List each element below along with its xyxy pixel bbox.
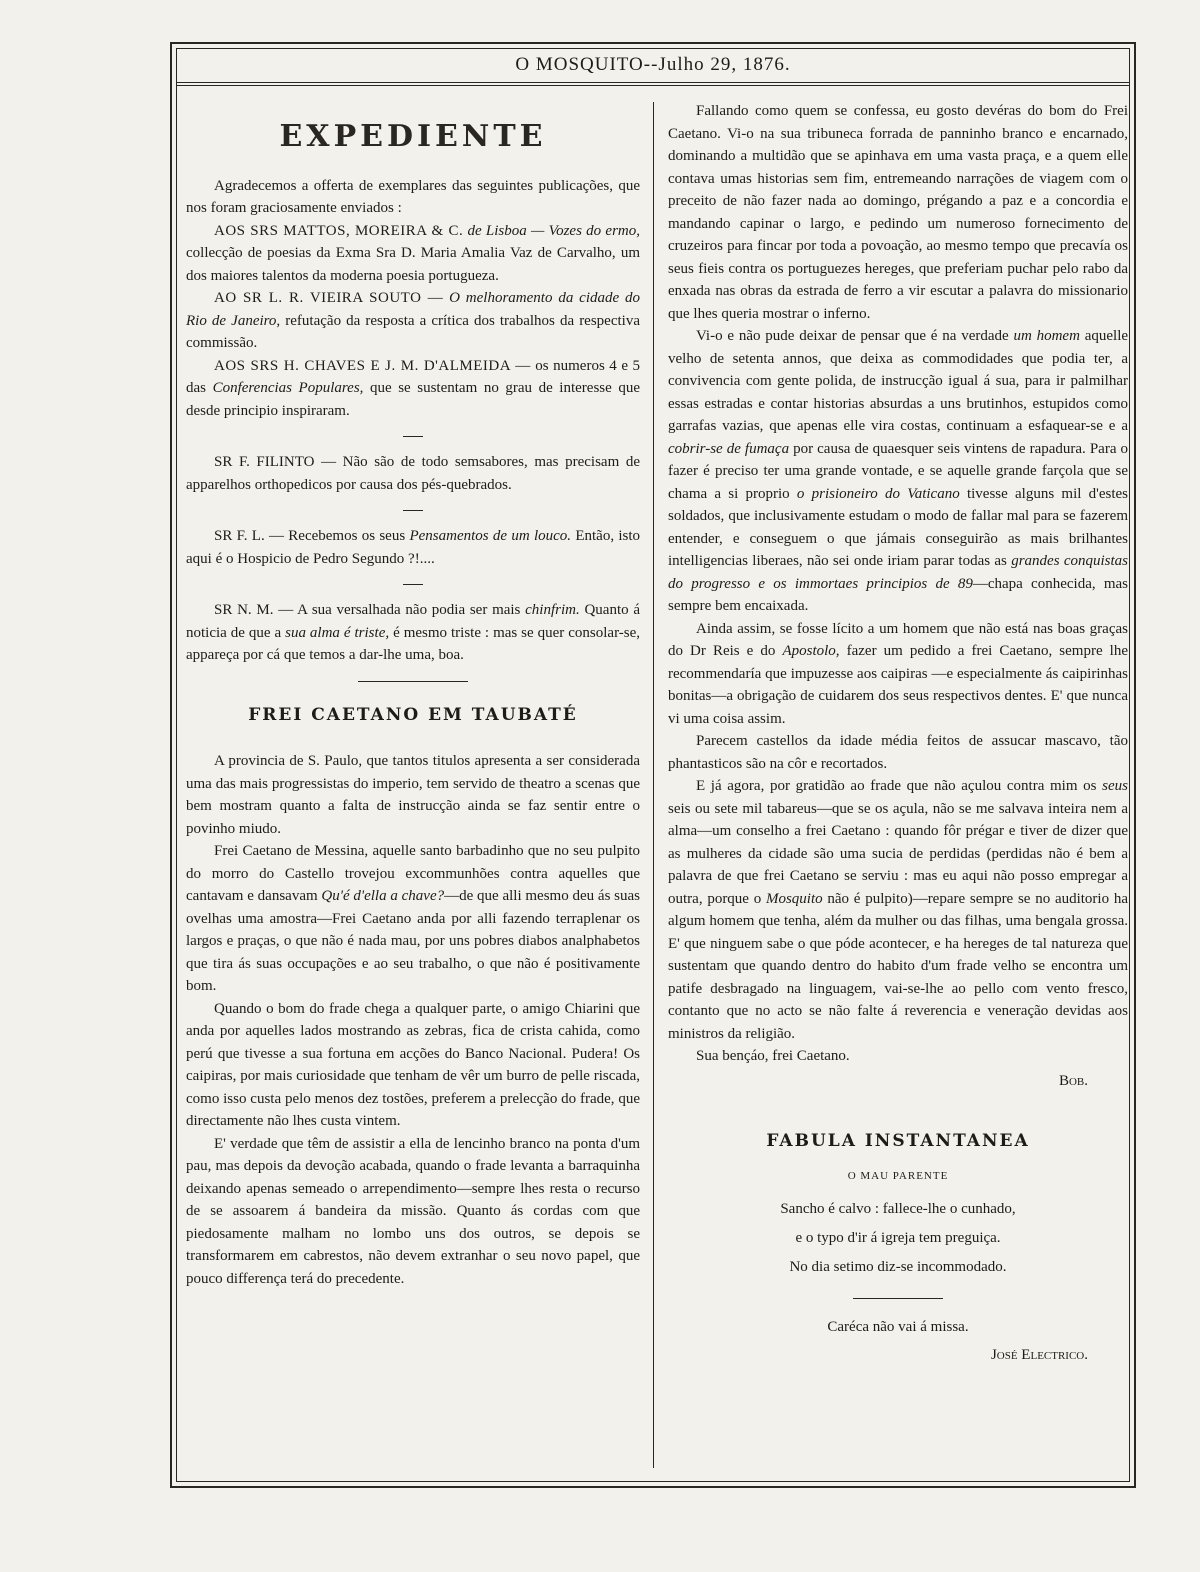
right-para-5-mosquito: Mosquito: [765, 890, 823, 907]
right-para-5: [668, 775, 1128, 1045]
frei-para-4: E' verdade que têm de assistir a ella de lencinho branco na ponta d'um pau, mas depois da devoção acabada, quando o frade levanta a barraquinha deixando apenas semeado o arrependimento—sempre lhes resta o recurso de se assoarem á bandeira da missão. Quanto ás cordas com que piedosamente malham no lombo uns dos outros, se depois se transformarem em cabrestos, não devem extranhar o seu novo papel, que pouco differença terá do precedente.: [186, 1135, 640, 1287]
frei-para-3: Quando o bom do frade chega a qualquer parte, o amigo Chiarini que anda por aquelles lados mostrando as zebras, fica de crista cahida, como perú que tivesse a sua fortuna em acções do Banco Nacional. Pudera! Os caipiras, por mais curiosidade que tenham de vêr um burro de pelle riscada, como isso custa pelo menos dez tostões, preferem a prelecção do frade, que directamente não lhes custa vintem.: [186, 1000, 640, 1129]
column-divider: [653, 102, 654, 1468]
right-para-5-c: não é pulpito)—repare sempre se no auditorio ha algum homem que tenha, além da mulher ou das filhas, uma bengala grossa. E' que ninguem sabe o que póde acontecer, e ha hereges de tal natureza que sustentam que quando dentro do habito d'um frade velho se encontra um patife desbragado na linguagem, vai-se-lhe ao pello com vento fresco, contanto que no acto se não falte á reverencia e veneração devidas aos ministros da religião.: [668, 890, 1129, 1042]
section-rule: [358, 681, 468, 682]
reply-nm-word: chinfrim.: [525, 602, 580, 618]
reply-nm: [186, 599, 640, 667]
reply-nm-a: SR N. M. — A sua versalhada não podia ser mais: [214, 602, 521, 618]
right-para-3-b: fazer um pedido a frei Caetano, sempre lhe recommendaría que impuzesse aos caipiras —e especialmente ás caipirinhas bonitas—a obrigação de cuidarem dos seus respectivos dentes. E' que nunca vi uma coisa assim.: [668, 643, 1129, 727]
right-para-4: Parecem castellos da idade média feitos de assucar mascavo, tão phantasticos são na côr e recortados.: [668, 733, 1128, 772]
right-para-5-seus: seus: [1102, 778, 1128, 794]
reply-fl: [186, 525, 640, 570]
expediente-item-1: [186, 220, 640, 288]
right-para-3-a: Ainda assim, se fosse lícito a um homem que não está nas boas graças do Dr Reis e do: [668, 620, 1128, 659]
expediente-item-2: [186, 287, 640, 355]
fabula-subtitle: O MAU PARENTE: [847, 1169, 949, 1182]
reply-nm-quote: sua alma é triste,: [285, 624, 390, 641]
right-para-3-apostolo: Apostolo,: [782, 643, 840, 659]
signature-jose-electrico: José Electrico.: [990, 1347, 1088, 1363]
right-para-2-prisioneiro: o prisioneiro do Vaticano: [796, 485, 960, 502]
item-1-work: de Lisboa — Vozes do ermo,: [467, 222, 641, 239]
right-para-5-b: seis ou sete mil tabareus—que se os açula, não se me salvava inteira nem a alma—um conselho a frei Caetano : quando fôr prégar e tiver de dizer que as mulheres da cidade são uma sucia de perdidas (perdidas não é bem a palavra de que frei Caetano se serviu : mas eu aqui não posso empregar a outra, porque o: [668, 800, 1128, 907]
separator-rule: [403, 510, 423, 511]
reply-fl-a: SR F. L. — Recebemos os seus: [214, 528, 406, 544]
page-header: O MOSQUITO--Julho 29, 1876.: [515, 54, 791, 75]
header-rule-double: [176, 85, 1130, 86]
frei-para-2-b: —de que alli mesmo deu ás suas ovelhas uma amostra—Frei Caetano anda por alli fazendo terraplenar os largos e praças, o que não é nada mau, por uns pobres diabos analphabetos que tira ás suas occupações e ao seu trabalho, o que não é positivamente bom.: [186, 888, 641, 994]
right-para-2-e: —chapa conhecida, mas sempre bem encaixada.: [668, 575, 1128, 614]
verse-line: e o typo d'ir á igreja tem preguiça.: [795, 1230, 1001, 1246]
right-para-3: [668, 618, 1128, 731]
item-2-work: O melhoramento da cidade do Rio de Janeiro,: [186, 290, 641, 329]
frei-para-2: [186, 840, 640, 998]
item-2-name: AO SR L. R. VIEIRA SOUTO —: [214, 290, 444, 306]
right-para-2-c: por causa de quaesquer seis vintens de rapadura. Para o fazer é preciso ter uma grande vontade, e se aquelle grande farçola que se chama a si proprio: [668, 440, 1129, 502]
item-3-text-b: que se sustentam no grau de interesse que desde principio inspiraram.: [186, 380, 641, 419]
item-1-name: AOS SRS MATTOS, MOREIRA & C.: [214, 222, 464, 239]
verse-line: Caréca não vai á missa.: [827, 1319, 969, 1335]
reply-nm-c: é mesmo triste : mas se quer consolar-se, appareça por cá que temos a dar-lhe uma, boa.: [186, 624, 641, 663]
right-para-2-a: Vi-o e não pude deixar de pensar que é na verdade: [696, 328, 1009, 344]
item-2-text: refutação da resposta a crítica dos trabalhos da respectiva commissão.: [186, 312, 640, 351]
right-column: [668, 100, 1128, 1367]
frei-para-2-a: Frei Caetano de Messina, aquelle santo barbadinho que no seu pulpito do morro do Castello trovejou excommunhões contra aquelles que cantavam e dansavam: [186, 843, 640, 904]
right-para-2-fumaca: cobrir-se de fumaça: [668, 440, 790, 457]
fabula-title: FABULA INSTANTANEA: [766, 1131, 1030, 1151]
right-para-2: [668, 325, 1128, 618]
header-rule: [176, 82, 1130, 83]
verse-line: Sancho é calvo : fallece-lhe o cunhado,: [780, 1201, 1016, 1217]
item-3-name: AOS SRS H. CHAVES E J. M. D'ALMEIDA —: [214, 357, 531, 374]
item-3-text-a: os numeros 4 e 5 das: [186, 357, 641, 396]
right-para-2-d: tivesse alguns mil d'estes soldados, que inclusivamente estudam o modo de fallar mal para se fazerem entender, e conseguem o que jámais conseguirão as mais brilhantes intelligencias liberaes, não sei onde iriam parar todas as: [668, 485, 1129, 569]
right-para-2-conquistas: grandes conquistas do progresso e os immortaes principios de 89: [668, 553, 1129, 592]
left-column: [186, 120, 640, 1290]
expediente-item-3: [186, 355, 640, 423]
reply-fl-work: Pensamentos de um louco.: [409, 528, 572, 544]
right-para-6: Sua bençáo, frei Caetano.: [696, 1048, 850, 1064]
separator-rule: [403, 436, 423, 437]
reply-filinto: SR F. FILINTO — Não são de todo semsabores, mas precisam de apparelhos orthopedicos por causa dos pés-quebrados.: [186, 454, 640, 493]
right-para-5-a: E já agora, por gratidão ao frade que não açulou contra mim os: [696, 778, 1097, 794]
reply-nm-b: Quanto á noticia de que a: [186, 602, 641, 641]
separator-rule: [403, 584, 423, 585]
frei-para-2-song: Qu'é d'ella a chave?: [321, 888, 445, 904]
frei-para-1: A provincia de S. Paulo, que tantos titulos apresenta a ser considerada uma das mais progressistas do imperio, tem servido de theatro a scenas que bem mostram quanto a falta de instrucção ainda se faz sentir entre o povinho miudo.: [186, 753, 640, 837]
reply-fl-b: Então, isto aqui é o Hospicio de Pedro Segundo ?!....: [186, 528, 641, 567]
verse-rule: [853, 1298, 943, 1299]
item-3-work: Conferencias Populares,: [212, 380, 364, 396]
right-para-2-um: um homem: [1013, 328, 1080, 344]
signature-bob: Bob.: [1058, 1072, 1088, 1089]
right-para-2-b: aquelle velho de setenta annos, que deixa as commodidades que podia ter, a convivencia com gente polida, de instrucção igual á sua, para ir palmilhar essas estradas e contar historias absurdas a uns brutinhos, estupidos como garrafas vazias, que apenas elle vira costas, continuam a esfaquear-se e a: [668, 328, 1129, 434]
expediente-intro: Agradecemos a offerta de exemplares das seguintes publicações, que nos foram graciosamente enviados :: [186, 177, 640, 216]
verse-line: No dia setimo diz-se incommodado.: [789, 1259, 1007, 1275]
item-1-text: collecção de poesias da Exma Sra D. Maria Amalia Vaz de Carvalho, um dos maiores talentos da moderna poesia portugueza.: [186, 245, 640, 284]
expediente-title: EXPEDIENTE: [279, 119, 547, 154]
frei-caetano-title: FREI CAETANO EM TAUBATÉ: [248, 704, 578, 725]
right-para-1: Fallando como quem se confessa, eu gosto devéras do bom do Frei Caetano. Vi-o na sua tribuneca forrada de panninho branco e encarnado, dominando a multidão que se apinhava em uma vasta praça, e a quem elle contava umas historias sem fim, entremeando narrações de viagem com o preceito de não fazer nada ao domingo, prégando a paz e a concordia e mandando capinar o largo, e pedindo um numeroso fornecimento de cruzeiros para fincar por toda a povoação, ao mesmo tempo que precavía os seus fieis contra os portuguezes hereges, que preferiam puchar pelo rabo da enxada nas obras da estrada de ferro a vir escutar a palavra do missionario que lhes queria mostrar o inferno.: [668, 103, 1128, 322]
